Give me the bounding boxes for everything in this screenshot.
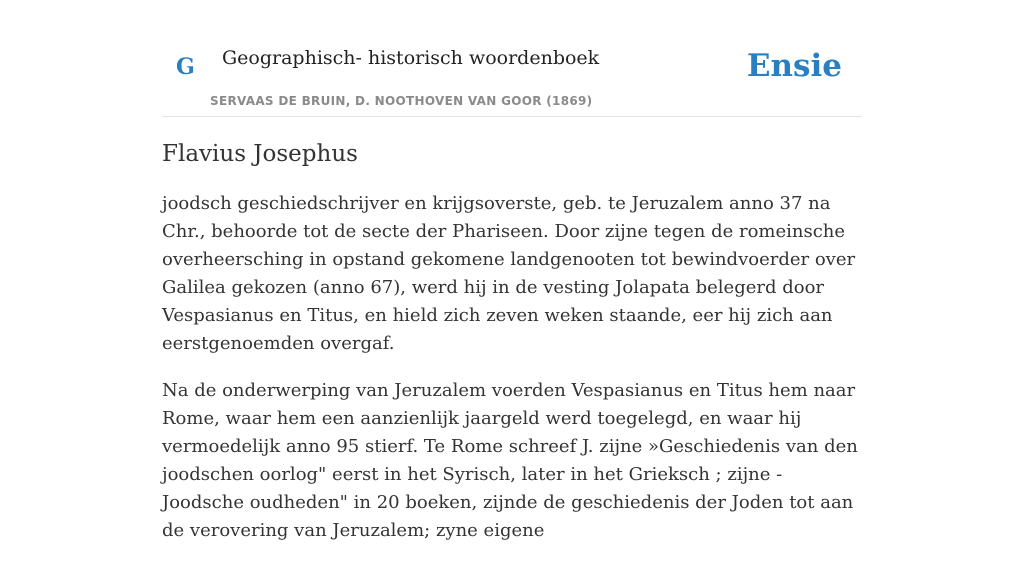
book-authors: SERVAAS DE BRUIN, D. NOOTHOVEN VAN GOOR (1869) [210, 94, 593, 108]
entry-article [162, 138, 862, 564]
dictionary-logo-icon[interactable]: G [176, 54, 195, 80]
site-header [162, 0, 862, 117]
entry-body [162, 190, 862, 545]
entry-title: Flavius Josephus [162, 141, 358, 167]
ensie-logo-link[interactable]: Ensie [746, 48, 842, 84]
book-title-link[interactable]: Geographisch- historisch woordenboek [222, 47, 600, 69]
entry-paragraph: Na de onderwerping van Jeruzalem voerden Vespasianus en Titus hem naar Rome, waar hem een aanzienlijk jaargeld werd toegelegd, en waar hij vermoedelijk anno 95 stierf. Te Rome schreef J. zijne »Geschiedenis van den joodschen oorlog" eerst in het Syrisch, later in het Grieksch ; zijne -Joodsche oudheden" in 20 boeken, zijnde de geschiedenis der Joden tot aan de verovering van Jeruzalem; zyne eigene [162, 380, 858, 541]
entry-paragraph: joodsch geschiedschrijver en krijgsoverste, geb. te Jeruzalem anno 37 na Chr., behoorde tot de secte der Phariseen. Door zijne tegen de romeinsche overheersching in opstand gekomene landgenooten tot bewindvoerder over Galilea gekozen (anno 67), werd hij in de vesting Jolapata belegerd door Vespasianus en Titus, en hield zich zeven weken staande, eer hij zich aan eerstgenoemden overgaf. [162, 193, 856, 354]
